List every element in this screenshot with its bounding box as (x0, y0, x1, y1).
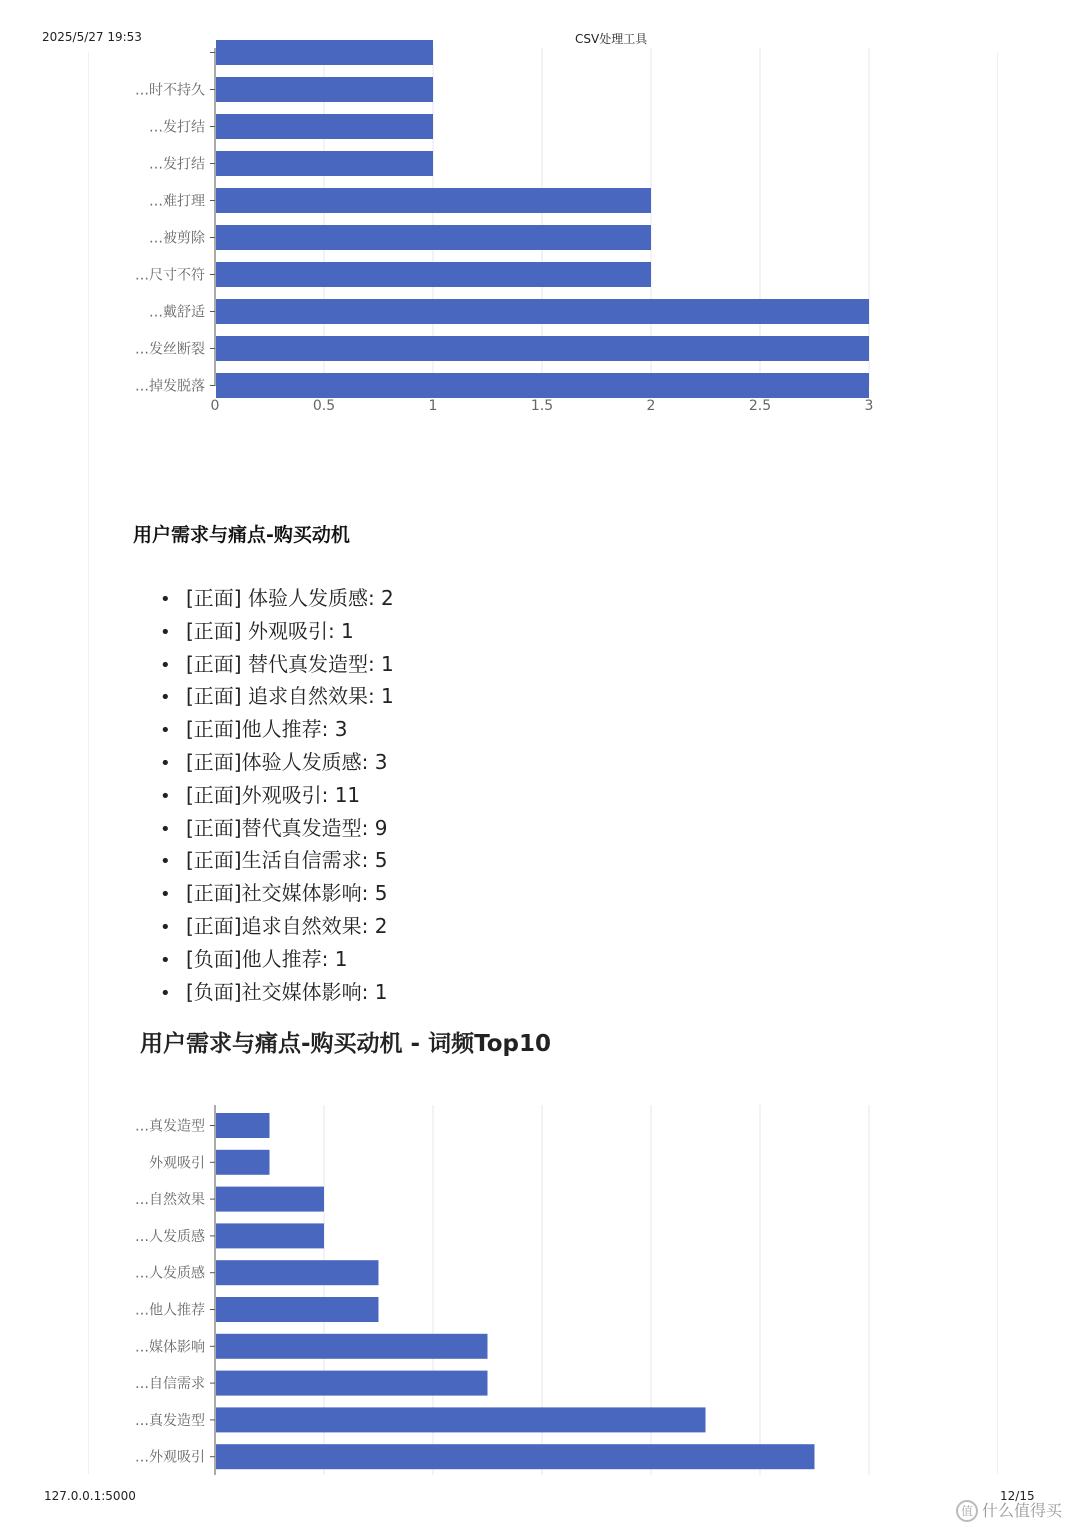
chart2-bar (216, 1187, 324, 1212)
chart2-category-label: …自信需求 (135, 1376, 205, 1393)
chart1-category-label: …被剪除 (149, 230, 205, 247)
chart2-category-label: …他人推荐 (135, 1302, 205, 1319)
list-item: • [正面] 外观吸引: 1 (160, 615, 394, 648)
chart2-bar (216, 1371, 488, 1396)
list-item: • [正面]体验人发质感: 3 (160, 746, 394, 779)
chart2-category-label: …外观吸引 (135, 1449, 205, 1466)
chart2-bar (216, 1444, 815, 1469)
chart2-category-label: …真发造型 (135, 1118, 205, 1135)
chart1-bar (216, 373, 869, 398)
print-url: 127.0.0.1:5000 (44, 1489, 136, 1503)
chart1-x-tick-label: 0.5 (312, 398, 336, 414)
chart2-category-label: …自然效果 (135, 1192, 205, 1209)
chart2-bar (216, 1150, 270, 1175)
chart2-category-label: …媒体影响 (135, 1339, 205, 1356)
list-item: • [正面]追求自然效果: 2 (160, 910, 394, 943)
chart2-svg (0, 1095, 1080, 1485)
chart1-bar (216, 299, 869, 324)
watermark-icon: 值 (956, 1500, 978, 1522)
chart1-category-label: …掉发脱落 (135, 378, 205, 395)
chart1-bar (216, 40, 433, 65)
watermark (956, 1498, 1062, 1523)
list-item: • [正面] 体验人发质感: 2 (160, 582, 394, 615)
list-item: • [负面]社交媒体影响: 1 (160, 976, 394, 1009)
print-title: CSV处理工具 (575, 32, 648, 46)
reason-list (160, 582, 394, 1008)
list-item: • [正面]他人推荐: 3 (160, 713, 394, 746)
list-item: • [负面]他人推荐: 1 (160, 943, 394, 976)
chart2-category-label: …真发造型 (135, 1412, 205, 1429)
chart1-svg (0, 40, 1080, 470)
chart2-category-label: 外观吸引 (149, 1155, 205, 1172)
chart1-bar (216, 77, 433, 102)
chart1-category-label: …发打结 (149, 156, 205, 173)
chart1-bar (216, 114, 433, 139)
chart1-bar (216, 262, 651, 287)
list-item: • [正面]社交媒体影响: 5 (160, 877, 394, 910)
list-item: • [正面]替代真发造型: 9 (160, 812, 394, 845)
chart2-bar (216, 1113, 270, 1138)
print-page-number: 12/15 (1000, 1489, 1035, 1503)
chart1-x-tick-label: 3 (864, 398, 874, 414)
chart1-category-label: …时不持久 (135, 82, 205, 99)
chart2-category-label: …人发质感 (135, 1228, 205, 1245)
chart2-bar (216, 1407, 706, 1432)
list-item: • [正面] 替代真发造型: 1 (160, 648, 394, 681)
chart1-x-tick-label: 0 (210, 398, 220, 414)
chart2-bar (216, 1334, 488, 1359)
section-heading: 用户需求与痛点-购买动机 (133, 524, 350, 546)
chart1-bar (216, 151, 433, 176)
list-item: • [正面]外观吸引: 11 (160, 779, 394, 812)
chart2-bar (216, 1297, 379, 1322)
chart2-title: 用户需求与痛点-购买动机 - 词频Top10 (140, 1031, 552, 1057)
chart1-category-label: …戴舒适 (149, 304, 205, 321)
list-item: • [正面]生活自信需求: 5 (160, 844, 394, 877)
chart1-category-label: …发丝断裂 (135, 341, 205, 358)
chart1-category-label: …发打结 (149, 119, 205, 136)
watermark-text: 什么值得买 (981, 1500, 1062, 1520)
chart2-category-label: …人发质感 (135, 1265, 205, 1282)
list-item: • [正面] 追求自然效果: 1 (160, 680, 394, 713)
chart1-x-tick-label: 1 (428, 398, 438, 414)
chart2-bar (216, 1260, 379, 1285)
chart1-x-tick-label: 2 (646, 398, 656, 414)
chart1-bar (216, 336, 869, 361)
print-datetime: 2025/5/27 19:53 (42, 30, 142, 44)
chart1-category-label: …尺寸不符 (135, 267, 205, 284)
chart1-category-label: …难打理 (149, 193, 205, 210)
chart2-bar (216, 1223, 324, 1248)
chart1-x-tick-label: 1.5 (530, 398, 554, 414)
chart1-bar (216, 188, 651, 213)
chart1-bar (216, 225, 651, 250)
chart1-x-tick-label: 2.5 (748, 398, 772, 414)
